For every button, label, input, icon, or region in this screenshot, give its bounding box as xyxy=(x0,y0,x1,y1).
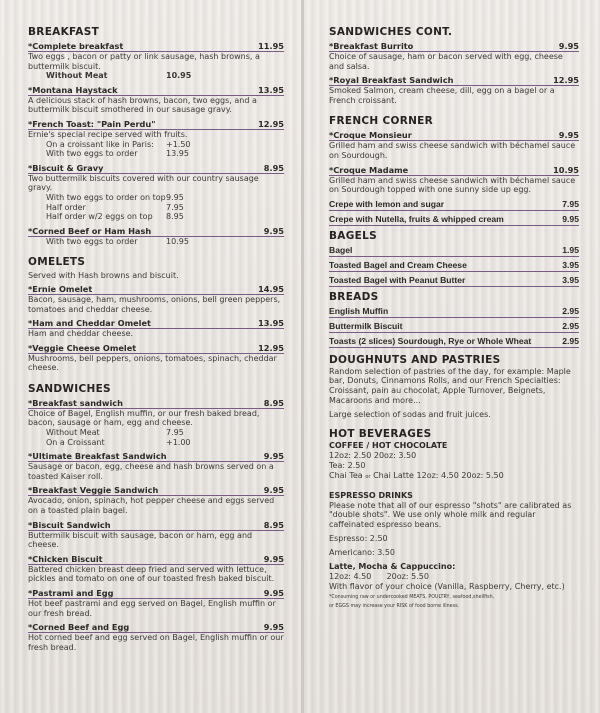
menu-item-header xyxy=(28,119,284,130)
menu-line xyxy=(329,275,579,287)
menu-line-price: 3.95 xyxy=(562,274,579,285)
option-price: 9.95 xyxy=(166,192,184,202)
chai-latte-label: Chai Latte 12oz: 4.50 20oz: 5.50 xyxy=(373,470,504,480)
menu-item-header xyxy=(28,226,284,237)
chai-line xyxy=(329,471,579,482)
menu-item-name: *Croque Madame xyxy=(329,164,409,175)
menu-item-price: 9.95 xyxy=(263,225,284,236)
menu-item-header xyxy=(329,130,579,141)
option-price: 7.95 xyxy=(166,428,184,438)
option-label: On a croissant like in Paris: xyxy=(46,139,154,149)
section-title-bagels: BAGELS xyxy=(329,229,377,242)
menu-item xyxy=(28,226,284,247)
section-title-hot-beverages: HOT BEVERAGES xyxy=(329,427,432,440)
menu-item-price: 12.95 xyxy=(258,118,284,129)
menu-item-name: *Ernie Omelet xyxy=(28,283,93,294)
doughnuts-description: Random selection of pastries of the day, for example: Maple bar, Donuts, Cinnamons Rolls, and our French Specialties: Croissant, pain au chocolat, Apple Turnover, Beignets, Macaroons and more... xyxy=(329,366,571,405)
option-label: With two eggs to order on top xyxy=(46,192,166,202)
menu-item-price: 9.95 xyxy=(263,553,284,564)
menu-item-price: 9.95 xyxy=(263,622,284,633)
menu-item-header xyxy=(28,588,284,599)
menu-item-description: Two eggs , bacon or patty or link sausage, hash browns, a buttermilk biscuit. xyxy=(28,52,260,71)
espresso-title: ESPRESSO DRINKS xyxy=(329,490,413,500)
option-label: Half order xyxy=(46,202,86,212)
menu-line-price: 3.95 xyxy=(562,259,579,270)
menu-item-price: 9.95 xyxy=(263,485,284,496)
menu-item-option xyxy=(28,212,284,222)
option-label: Without Meat xyxy=(46,71,108,81)
menu-line-price: 9.95 xyxy=(562,213,579,224)
coffee-sizes: 12oz: 2.50 20oz: 3.50 xyxy=(329,450,417,460)
menu-item-description: Mushrooms, bell peppers, onions, tomatoes, spinach, cheddar cheese. xyxy=(28,353,277,373)
menu-item-description: Choice of Bagel, English muffin, or our fresh baked bread, bacon, sausage or ham, egg and cheese. xyxy=(28,408,260,428)
chai-or-label: or xyxy=(365,473,371,480)
menu-item-price: 8.95 xyxy=(263,397,284,408)
menu-item-option xyxy=(28,428,284,438)
menu-item-name: *Royal Breakfast Sandwich xyxy=(329,75,454,86)
menu-item-name: *Complete breakfast xyxy=(28,41,124,51)
menu-item xyxy=(329,41,579,71)
menu-line-name: Buttermilk Biscuit xyxy=(329,320,403,331)
menu-item-name: *Corned Beef and Egg xyxy=(28,622,130,633)
menu-line-name: Toasted Bagel and Cream Cheese xyxy=(329,259,467,270)
menu-item-name: *Montana Haystack xyxy=(28,84,118,95)
menu-item-name: *Biscuit & Gravy xyxy=(28,162,104,173)
option-label: Without Meat xyxy=(46,428,100,438)
menu-item-description: Smoked Salmon, cream cheese, dill, egg on a bagel or a French croissant. xyxy=(329,86,555,105)
option-price: +1.50 xyxy=(166,139,191,149)
menu-item-header xyxy=(28,451,284,462)
menu-item xyxy=(28,343,284,373)
menu-item-description: Bacon, sausage, ham, mushrooms, onions, bell green peppers, tomatoes and cheddar cheese. xyxy=(28,294,281,314)
option-price: 10.95 xyxy=(166,71,192,81)
menu-item xyxy=(28,163,284,222)
menu-item-name: *Veggie Cheese Omelet xyxy=(28,342,137,353)
menu-item-option xyxy=(28,438,284,448)
menu-item-name: *Breakfast Burrito xyxy=(329,41,414,51)
menu-line-price: 2.95 xyxy=(562,335,579,346)
sodas-note: Large selection of sodas and fruit juices. xyxy=(329,410,491,420)
breakfast-list xyxy=(28,41,284,246)
latte-sizes: 12oz: 4.50 20oz: 5.50 xyxy=(329,571,429,581)
sandwiches-cont-list xyxy=(329,41,579,105)
menu-item-price: 10.95 xyxy=(553,164,579,175)
menu-item-option xyxy=(28,140,284,150)
crepe-lines xyxy=(329,199,579,226)
menu-item-name: *Breakfast sandwich xyxy=(28,397,123,408)
section-title-omelets: OMELETS xyxy=(28,256,86,269)
menu-line-price: 7.95 xyxy=(562,198,579,209)
menu-item-description: Battered chicken breast deep fried and served with lettuce, pickles and tomato on one of our toasted fresh baked biscuit. xyxy=(28,564,275,584)
menu-item-description: Sausage or bacon, egg, cheese and hash browns served on a toasted Kaiser roll. xyxy=(28,462,274,481)
option-price: 13.95 xyxy=(166,149,189,159)
menu-line-price: 2.95 xyxy=(562,320,579,331)
food-warning-2: or EGGS may increase your RISK of food borne illness. xyxy=(329,604,460,610)
bagel-lines xyxy=(329,245,579,287)
option-label: On a Croissant xyxy=(46,437,105,447)
menu-item-price: 9.95 xyxy=(558,41,579,51)
menu-line-name: Toasted Bagel with Peanut Butter xyxy=(329,274,466,285)
option-price: +1.00 xyxy=(166,437,191,447)
menu-line-name: Toasts (2 slices) Sourdough, Rye or Whole Wheat xyxy=(329,335,532,346)
menu-item-header xyxy=(329,75,579,86)
menu-line xyxy=(329,199,579,211)
menu-item-description: Ham and cheddar cheese. xyxy=(28,329,134,339)
menu-item-price: 13.95 xyxy=(258,84,284,95)
latte-title: Latte, Mocha & Cappuccino: xyxy=(329,561,456,571)
menu-item-price: 12.95 xyxy=(553,75,579,86)
menu-item-header xyxy=(28,398,284,409)
menu-item-price: 8.95 xyxy=(263,519,284,530)
menu-line xyxy=(329,260,579,272)
menu-item-price: 14.95 xyxy=(258,283,284,294)
menu-item-description: Buttermilk biscuit with sausage, bacon or ham, egg and cheese. xyxy=(28,530,253,550)
menu-item xyxy=(28,284,284,314)
menu-item-header xyxy=(28,485,284,496)
menu-item xyxy=(329,165,579,195)
espresso-price: Espresso: 2.50 xyxy=(329,533,388,543)
menu-item-name: *Chicken Biscuit xyxy=(28,553,103,564)
bread-lines xyxy=(329,306,579,348)
section-title-breads: BREADS xyxy=(329,290,379,303)
menu-item-header xyxy=(28,554,284,565)
option-price: 10.95 xyxy=(166,236,189,246)
menu-line xyxy=(329,336,579,348)
menu-item-description: Grilled ham and swiss cheese sandwich with béchamel sauce on Sourdough topped with one sunny side up egg. xyxy=(329,175,576,195)
menu-item xyxy=(28,520,284,550)
coffee-title: COFFEE / HOT CHOCOLATE xyxy=(329,440,448,450)
section-title-french-corner: FRENCH CORNER xyxy=(329,115,434,128)
menu-item xyxy=(329,75,579,105)
french-corner-list xyxy=(329,130,579,194)
menu-item xyxy=(28,119,284,159)
menu-item-name: *Pastrami and Egg xyxy=(28,588,114,598)
menu-item-description: Avocado, onion, spinach, hot pepper cheese and eggs served on a toasted plain bagel. xyxy=(28,496,275,516)
menu-item xyxy=(28,451,284,481)
latte-note: With flavor of your choice (Vanilla, Raspberry, Cherry, etc.) xyxy=(329,581,565,591)
column-divider xyxy=(301,0,304,713)
menu-line-name: Crepe with Nutella, fruits & whipped cream xyxy=(329,213,504,224)
menu-item-option xyxy=(28,237,284,247)
menu-item xyxy=(28,85,284,115)
menu-item-header xyxy=(329,41,579,52)
menu-item xyxy=(28,588,284,618)
menu-line-price: 1.95 xyxy=(562,244,579,255)
menu-item-header xyxy=(28,318,284,329)
sandwiches-list xyxy=(28,398,284,653)
menu-item-price: 12.95 xyxy=(258,342,284,353)
menu-item-price: 13.95 xyxy=(258,318,284,329)
menu-item-name: *Ham and Cheddar Omelet xyxy=(28,318,151,329)
menu-line-name: Bagel xyxy=(329,244,353,255)
menu-item-name: *Breakfast Veggie Sandwich xyxy=(28,485,159,496)
menu-item-name: *Ultimate Breakfast Sandwich xyxy=(28,451,167,462)
menu-item xyxy=(329,130,579,160)
menu-item-header xyxy=(329,165,579,176)
section-title-sandwiches-cont: SANDWICHES CONT. xyxy=(329,26,453,38)
menu-item-header xyxy=(28,85,284,96)
menu-item-price: 9.95 xyxy=(263,588,284,598)
menu-item-header xyxy=(28,343,284,354)
menu-item-option xyxy=(28,203,284,213)
option-price: 8.95 xyxy=(166,212,184,222)
menu-item-description: Ernie's special recipe served with fruits. xyxy=(28,129,188,139)
menu-item-name: *French Toast: "Pain Perdu" xyxy=(28,118,156,129)
section-title-breakfast: BREAKFAST xyxy=(28,26,100,38)
menu-line-price: 2.95 xyxy=(562,305,579,316)
menu-item xyxy=(28,318,284,339)
menu-item-price: 9.95 xyxy=(263,451,284,462)
option-label: With two eggs to order xyxy=(46,149,138,159)
tea-price: Tea: 2.50 xyxy=(329,460,366,470)
menu-item-price: 9.95 xyxy=(558,130,579,141)
menu-item-name: *Biscuit Sandwich xyxy=(28,519,111,530)
option-label: Half order w/2 eggs on top xyxy=(46,212,153,222)
menu-line-name: English Muffin xyxy=(329,305,389,316)
menu-item-description: Choice of sausage, ham or bacon served with egg, cheese and salsa. xyxy=(329,52,563,71)
menu-item xyxy=(28,554,284,584)
americano-price: Americano: 3.50 xyxy=(329,547,396,557)
espresso-note: Please note that all of our espresso "shots" are calibrated as "double shots". We use only whole milk and regular caffeinated espresso beans. xyxy=(329,500,572,529)
menu-item xyxy=(28,41,284,81)
menu-item-option xyxy=(28,71,284,81)
menu-item-option xyxy=(28,193,284,203)
option-label: With two eggs to order xyxy=(46,236,138,246)
menu-item-price: 11.95 xyxy=(258,41,284,51)
menu-item-description: Hot corned beef and egg served on Bagel, English muffin or our fresh bread. xyxy=(28,633,284,652)
menu-item-description: Two buttermilk biscuits covered with our country sausage gravy. xyxy=(28,173,259,193)
section-title-doughnuts: DOUGHNUTS AND PASTRIES xyxy=(329,353,501,366)
omelets-intro: Served with Hash browns and biscuit. xyxy=(28,271,179,281)
menu-item-name: *Corned Beef or Ham Hash xyxy=(28,225,152,236)
menu-line xyxy=(329,214,579,226)
menu-line xyxy=(329,245,579,257)
option-price: 7.95 xyxy=(166,202,184,212)
menu-item-header xyxy=(28,163,284,174)
menu-item-name: *Croque Monsieur xyxy=(329,130,412,141)
menu-item xyxy=(28,398,284,447)
right-column xyxy=(329,26,579,610)
menu-item-header xyxy=(28,622,284,633)
food-warning-1: *Consuming raw or undercooked MEATS, POULTRY, seafood,shellfish, xyxy=(329,595,495,601)
menu-item xyxy=(28,622,284,652)
menu-item-header xyxy=(28,284,284,295)
chai-tea-label: Chai Tea xyxy=(329,470,363,480)
menu-item-header xyxy=(28,41,284,52)
menu-line xyxy=(329,321,579,333)
menu-line xyxy=(329,306,579,318)
menu-item-option xyxy=(28,149,284,159)
menu-line-name: Crepe with lemon and sugar xyxy=(329,198,445,209)
menu-item-description: Hot beef pastrami and egg served on Bagel, English muffin or our fresh bread. xyxy=(28,599,276,618)
menu-item-price: 8.95 xyxy=(263,162,284,173)
left-column xyxy=(28,26,284,656)
section-title-sandwiches: SANDWICHES xyxy=(28,382,111,395)
omelets-list xyxy=(28,284,284,373)
menu-item-description: A delicious stack of hash browns, bacon, two eggs, and a buttermilk biscuit smothered in our sausage gravy. xyxy=(28,95,257,115)
menu-item-header xyxy=(28,520,284,531)
menu-item xyxy=(28,485,284,515)
menu-item-description: Grilled ham and swiss cheese sandwich with béchamel sauce on Sourdough. xyxy=(329,141,576,160)
